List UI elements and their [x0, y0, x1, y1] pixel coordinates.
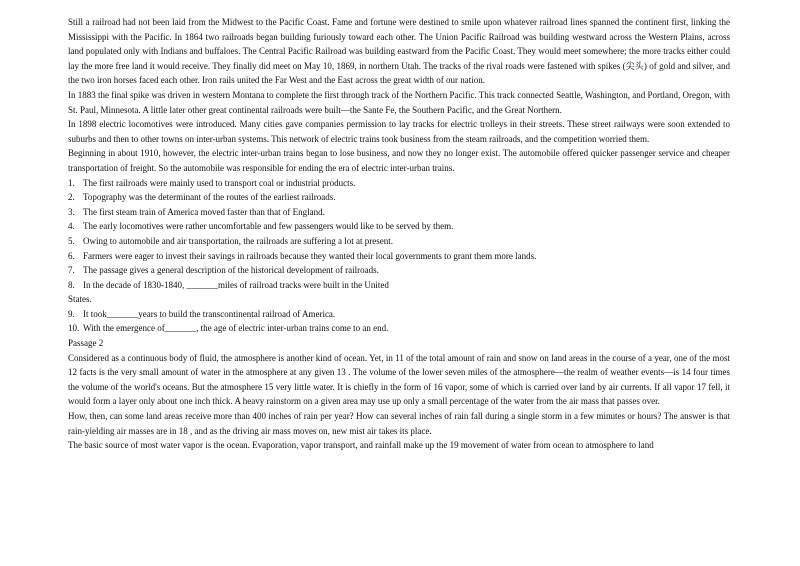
question-item [68, 249, 730, 264]
question-number: 7. [68, 265, 75, 276]
passage2-heading: Passage 2 [68, 338, 104, 349]
question-text: It took_______years to build the transcontinental railroad of America. [83, 308, 336, 319]
question-number: 5. [68, 235, 75, 246]
passage1-paragraph-1: Still a railroad had not been laid from the Midwest to the Pacific Coast. Fame and fortune were destined to smile upon whatever railroad lines spanned the continent first, linking the Mississippi with the Pacific. In 1864 two railroads began building furiously toward each other. The Union Pacific Railroad was building westward across the Western Plains, across land populated only with Indians and buffaloes. The Central Pacific Railroad was building eastward from the Pacific Coast. They would meet somewhere; the more tracks either could lay the more free land it would receive. They finally did meet on May 10, 1869, in northern Utah. The tracks of the rival roads were fastened with spikes (尖头) of gold and silver, and the two iron horses faced each other. Iron rails united the Far West and the East across the great width of our nation. [68, 17, 730, 86]
question-item [68, 234, 730, 249]
document-page [68, 15, 730, 453]
question-number: 1. [68, 177, 75, 188]
question-item [68, 263, 730, 278]
question-item [68, 321, 730, 336]
question-item [68, 219, 730, 234]
question-text: With the emergence of_______, the age of electric inter-urban trains come to an end. [83, 323, 389, 334]
passage2-paragraph-3: The basic source of most water vapor is the ocean. Evaporation, vapor transport, and rainfall make up the 19 movement of water from ocean to atmosphere to land [68, 440, 654, 451]
passage1-paragraph-2: In 1883 the final spike was driven in western Montana to complete the first through track of the Northern Pacific. This track connected Seattle, Washington, and Portland, Oregon, with St. Paul, Minnesota. A little later other great continental railroads were built—the Sante Fe, the Southern Pacific, and the Great Northern. [68, 89, 730, 115]
question-item [68, 176, 730, 191]
question-text: Owing to automobile and air transportation, the railroads are suffering a lot at present. [83, 235, 393, 246]
question-text: The first railroads were mainly used to transport coal or industrial products. [83, 177, 356, 188]
question-number: 9. [68, 308, 75, 319]
question-text: Topography was the determinant of the routes of the earliest railroads. [83, 192, 336, 203]
passage2-paragraph-1: Considered as a continuous body of fluid, the atmosphere is another kind of ocean. Yet, in 11 of the total amount of rain and snow on land areas in the course of a year, one of the most 12 facts is the very small amount of water in the atmosphere at any given 13 . The volume of the lower seven miles of the atmosphere—the realm of weather events—is 14 four times the volume of the world's oceans. But the atmosphere 15 very little water. It is chiefly in the form of 16 vapor, some of which is carried over land by air currents. If all vapor 17 fell, it would form a layer only about one inch thick. A heavy rainstorm on a given area may use up only a small percentage of the water from the air mass that passes over. [68, 352, 730, 407]
passage1-paragraph-3: In 1898 electric locomotives were introduced. Many cities gave companies permission to lay tracks for electric trolleys in their streets. These street railways were soon extended to suburbs and then to other towns on inter-urban systems. This network of electric trains took business from the steam railroads, and the competition worried them. [68, 119, 730, 144]
question-text: In the decade of 1830-1840, _______miles of railroad tracks were built in the United [83, 279, 389, 290]
question-list [68, 176, 730, 337]
question-text: The first steam train of America moved faster than that of England. [83, 206, 325, 217]
question-number: 8. [68, 279, 75, 290]
question-text: The early locomotives were rather uncomfortable and few passengers would like to be served by them. [83, 221, 454, 232]
question-text: The passage gives a general description of the historical development of railroads. [83, 265, 379, 276]
question-item [68, 307, 730, 322]
question-continuation: States. [68, 294, 92, 305]
question-number: 2. [68, 192, 75, 203]
question-text: Farmers were eager to invest their savings in railroads because they wanted their local governments to grant them more lands. [83, 250, 537, 261]
question-number: 10. [68, 323, 80, 334]
question-item [68, 278, 730, 293]
passage1-paragraph-4: Beginning in about 1910, however, the electric inter-urban trains began to lose business, and now they no longer exist. The automobile offered quicker passenger service and cheaper transportation of freight. So the automobile was responsible for ending the era of electric inter-urban trains. [68, 148, 730, 173]
question-number: 4. [68, 221, 75, 232]
passage2-paragraph-2: How, then, can some land areas receive more than 400 inches of rain per year? How can several inches of rain fall during a single storm in a few minutes or hours? The answer is that rain-yielding air masses are in 18 , and as the driving air mass moves on, new mist air takes its place. [68, 411, 730, 436]
question-number: 3. [68, 206, 75, 217]
question-item [68, 205, 730, 220]
question-item [68, 190, 730, 205]
question-number: 6. [68, 250, 75, 261]
